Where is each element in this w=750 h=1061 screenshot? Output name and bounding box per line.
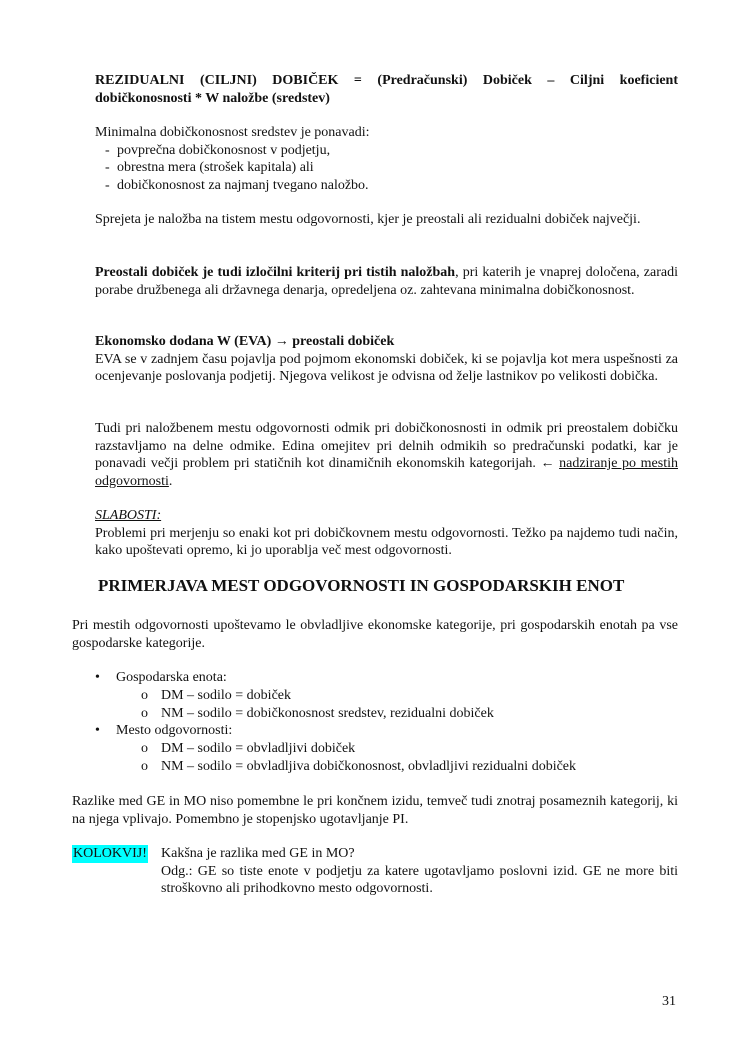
list-item-label: DM – sodilo = dobiček xyxy=(161,688,291,703)
exclusion-criterion-paragraph xyxy=(95,264,678,299)
circle-bullet-icon: o xyxy=(141,759,148,774)
responsibility-control-link: nadziranje po mestih odgovornosti xyxy=(95,456,678,489)
kolokvij-question: Kakšna je razlika med GE in MO? xyxy=(161,846,355,861)
weaknesses-text: Problemi pri merjenju so enaki kot pri dobičkovnem mestu odgovornosti. Težko pa najdemo tudi način, kako upoštevati opremo, ki jo uporablja več mest odgovornosti. xyxy=(95,525,678,558)
list-item-label: NM – sodilo = dobičkonosnost sredstev, rezidualni dobiček xyxy=(161,706,494,721)
circle-bullet-icon: o xyxy=(141,741,148,756)
kolokvij-badge: KOLOKVIJ! xyxy=(73,846,147,861)
residual-profit-definition xyxy=(95,72,678,107)
list-item: - obrestna mera (strošek kapitala) ali xyxy=(105,159,678,177)
list-item-label: NM – sodilo = obvladljiva dobičkonosnost, obvladljivi rezidualni dobiček xyxy=(161,759,577,774)
section-heading: PRIMERJAVA MEST ODGOVORNOSTI IN GOSPODARSKIH ENOT xyxy=(98,576,625,595)
exclusion-criterion-bold: Preostali dobiček je tudi izločilni kriterij pri tistih naložbah xyxy=(95,265,456,280)
deviation-paragraph xyxy=(95,420,678,490)
minimal-profitability-block xyxy=(95,124,678,194)
bullet-icon: • xyxy=(95,723,100,738)
kolokvij-qa xyxy=(161,845,678,898)
deviation-text: Tudi pri naložbenem mestu odgovornosti odmik pri dobičkonosnosti in odmik pri preostalem dobičku razstavljamo na delne odmike. Edina omejitev pri delnih odmikih so predračunski podatki, kar je ponavadi večji problem pri statičnih kot dinamičnih ekonomskih kategorijah. ← xyxy=(95,421,678,471)
bullet-icon: • xyxy=(95,670,100,685)
circle-bullet-icon: o xyxy=(141,688,148,703)
minimal-profitability-intro: Minimalna dobičkonosnost sredstev je ponavadi: xyxy=(95,125,370,140)
residual-profit-formula: REZIDUALNI (CILJNI) DOBIČEK = (Predračunski) Dobiček – Ciljni koeficient dobičkonosnosti * W naložbe (sredstev) xyxy=(95,73,678,106)
weaknesses-label: SLABOSTI: xyxy=(95,508,162,523)
kolokvij-answer: Odg.: GE so tiste enote v podjetju za katere ugotavljamo poslovni izid. GE ne more biti stroškovno ali prihodkovno mesto odgovornosti. xyxy=(161,863,678,896)
accepted-investment-paragraph: Sprejeta je naložba na tistem mestu odgovornosti, kjer je preostali ali rezidualni dobiček največji. xyxy=(95,212,641,227)
list-item-label: Gospodarska enota: xyxy=(116,670,227,685)
list-item: - povprečna dobičkonosnost v podjetju, xyxy=(105,142,678,160)
page-number: 31 xyxy=(662,994,676,1009)
deviation-end: . xyxy=(168,473,173,489)
exclusion-criterion-text: , pri katerih je vnaprej določena, zaradi porabe družbenega ali državnega denarja, opredeljena oz. zahtevana minimalna dobičkonosnost. xyxy=(95,265,678,298)
circle-bullet-icon: o xyxy=(141,706,148,721)
comparison-paragraph: Pri mestih odgovornosti upoštevamo le obvladljive ekonomske kategorije, pri gospodarskih enotah pa vse gospodarske kategorije. xyxy=(72,618,678,651)
differences-paragraph: Razlike med GE in MO niso pomembne le pri končnem izidu, temveč tudi znotraj posameznih kategorij, ki na njega vplivajo. Pomembno je stopenjsko ugotavljanje PI. xyxy=(72,794,678,827)
list-item-label: Mesto odgovornosti: xyxy=(116,723,233,738)
list-item: - dobičkonosnost za najmanj tvegano naložbo. xyxy=(105,177,678,195)
eva-text: EVA se v zadnjem času pojavlja pod pojmom ekonomski dobiček, ki se pojavlja kot mera uspešnosti za ocenjevanje poslovanja podjetij. Njegova velikost je odvisna od želje lastnikov po velikosti dobička. xyxy=(95,351,678,384)
weaknesses-paragraph xyxy=(95,507,678,560)
minimal-profitability-list xyxy=(105,142,678,195)
eva-heading: Ekonomsko dodana W (EVA) → preostali dobiček xyxy=(95,334,395,349)
eva-paragraph xyxy=(95,333,678,386)
list-item-label: DM – sodilo = obvladljivi dobiček xyxy=(161,741,356,756)
